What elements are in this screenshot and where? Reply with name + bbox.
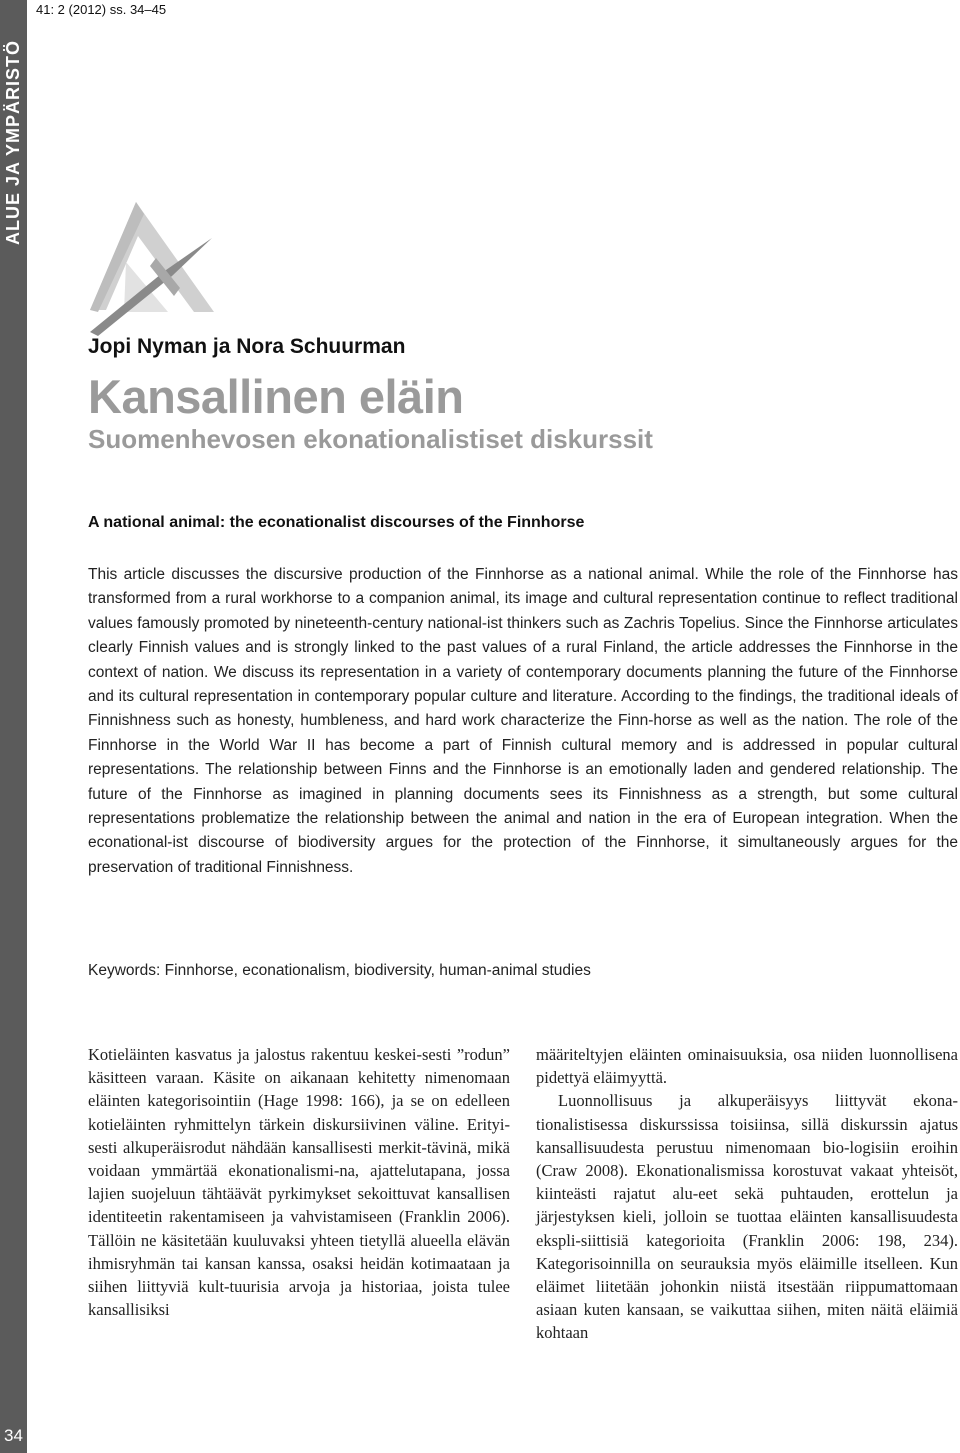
- article-title: Kansallinen eläin: [88, 370, 464, 423]
- journal-logo-icon: [84, 200, 219, 340]
- body-paragraph: määriteltyjen eläinten ominaisuuksia, osa niiden luonnollisena pidettyä eläimyyttä.: [536, 1045, 958, 1088]
- journal-sidebar-title: ALUE JA YMPÄRISTÖ: [3, 39, 23, 245]
- keywords: Keywords: Finnhorse, econationalism, biodiversity, human-animal studies: [88, 962, 591, 979]
- journal-sidebar: [0, 0, 27, 1453]
- body-left-column: [88, 1043, 510, 1321]
- page-number: 34: [4, 1426, 23, 1445]
- body-paragraph: Luonnollisuus ja alkuperäisyys liittyvät ekona-tionalistisessa diskurssissa toisiinsa, sillä diskurssin ajatus kansallisuudesta perustuu nimenomaan bio-logisiin eroihin (Craw 2008). Ekonationalismissa korostuvat vakaat yhteisöt, kiinteästi rajatut alu-eet sekä puhtauden, erottelun ja järjestyksen kieli, jolloin se tuottaa eläinten kansallisuudesta ekspli-siittisiä kategorioita (Franklin 2006: 198, 234). Kategorisoinnilla on seurauksia myös eläimille itselleen. Kun eläimet liitetään johonkin niistä itsestään riippumattomaan asiaan kuten kansaan, se vaikuttaa siihen, miten näitä eläimiä kohtaan: [536, 1091, 958, 1343]
- article-authors: Jopi Nyman ja Nora Schuurman: [88, 335, 406, 358]
- body-paragraph: Kotieläinten kasvatus ja jalostus rakentuu keskei-sesti ”rodun” käsitteen varaan. Käsite on aikanaan kehitetty nimenomaan eläinten kategorisointiin (Hage 1998: 166), ja se on edelleen kotieläinten ryhmittelyn tärkein diskursiivinen väline. Erityi-sesti alkuperäisrodut nähdään kansallisesti merkit-tävinä, mikä voidaan ymmärtää ekonationalismi-na, ajattelutapana, jossa lajien suojeluun tähtäävät pyrkimykset sekoittuvat kansallisen identiteetin rakentamiseen ja vahvistamiseen (Franklin 2006). Tällöin ne käsitetään kuuluvaksi yhteen tietyllä alueella elävän ihmisryhmän tai kansan kanssa, osaksi heidän kotimaataan ja siihen liittyviä kult-tuurisia arvoja ja historiaa, joista tulee kansallisiksi: [88, 1045, 510, 1320]
- abstract-text: This article discusses the discursive production of the Finnhorse as a national animal. While the role of the Finnhorse has transformed from a rural workhorse to a companion animal, its image and cultural representation continue to reflect traditional values famously promoted by nineteenth-century national-ist thinkers such as Zachris Topelius. Since the Finnhorse articulates clearly Finnish values and is strongly linked to the past values of a rural Finland, the article addresses the Finnhorse in the context of nation. We discuss its representation in a variety of contemporary documents planning the future of the Finnhorse and its cultural representation in contemporary popular culture and literature. According to the findings, the traditional ideals of Finnishness such as honesty, humbleness, and hard work characterize the Finn-horse as well as the nation. The role of the Finnhorse in the World War II has become a part of Finnish cultural memory and is addressed in popular cultural representations. The relationship between Finns and the Finnhorse is an emotionally laden and gendered relationship. The future of the Finnhorse as imagined in planning documents sees its Finnishness as a strength, but some cultural representations problematize the relationship between the animal and nation in the era of European integration. When the econational-ist discourse of biodiversity argues for the protection of the Finnhorse, it simultaneously argues for the preservation of traditional Finnishness.: [88, 566, 958, 876]
- english-title: A national animal: the econationalist discourses of the Finnhorse: [88, 514, 585, 531]
- body-right-column: [536, 1043, 958, 1345]
- journal-reference: 41: 2 (2012) ss. 34–45: [36, 2, 167, 17]
- article-subtitle: Suomenhevosen ekonationalistiset diskurssit: [88, 424, 653, 454]
